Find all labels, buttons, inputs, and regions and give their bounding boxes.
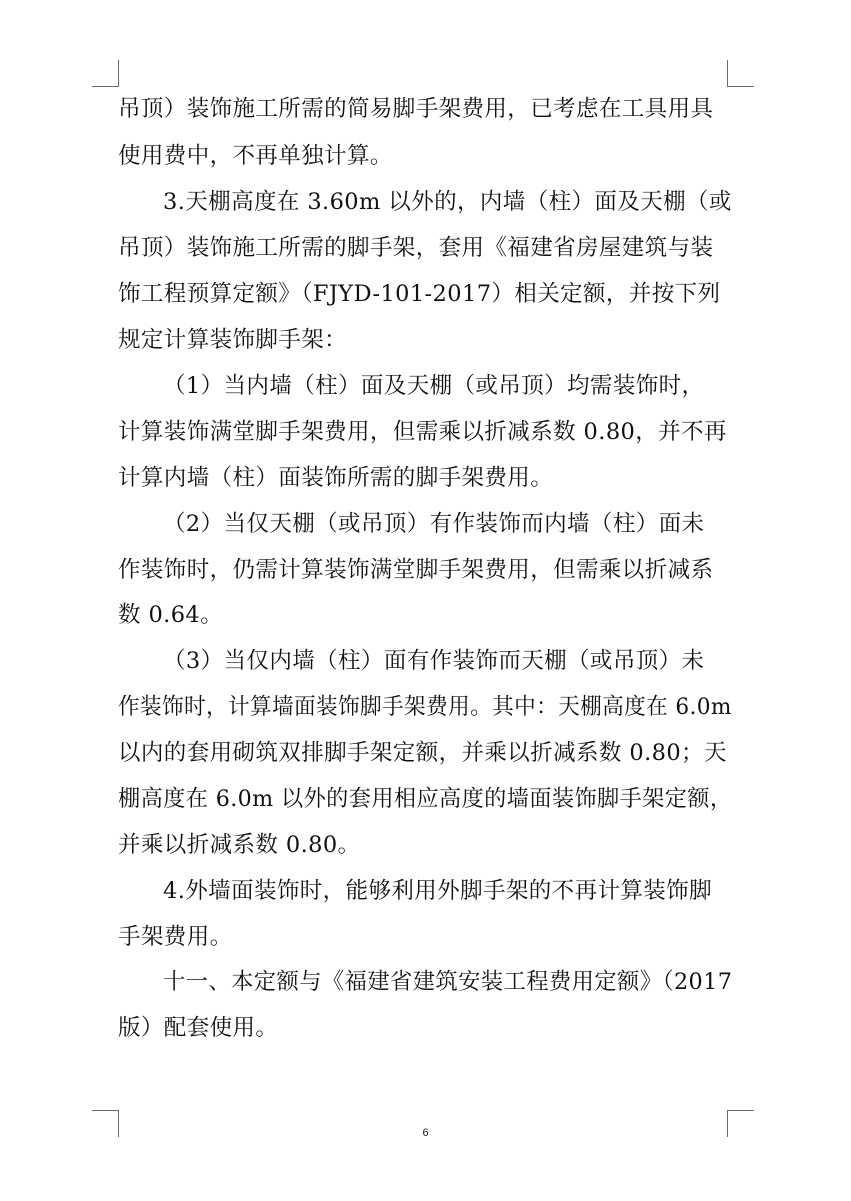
text-line: （3）当仅内墙（柱）面有作装饰而天棚（或吊顶）未 [163, 648, 705, 674]
text-line: 吊顶）装饰施工所需的简易脚手架费用，已考虑在工具用具 [118, 96, 714, 122]
text-line: 以内的套用砌筑双排脚手架定额，并乘以折减系数 0.80；天 [118, 740, 727, 766]
text-line: 版）配套使用。 [118, 1015, 279, 1041]
crop-mark-top-right-h [727, 86, 754, 87]
text-line: 手架费用。 [118, 924, 233, 950]
crop-mark-bottom-left-h [92, 1110, 119, 1111]
text-line: 作装饰时，计算墙面装饰脚手架费用。其中：天棚高度在 6.0m [118, 694, 732, 720]
text-line: 规定计算装饰脚手架： [118, 327, 348, 353]
crop-mark-top-left-h [92, 86, 119, 87]
text-line: 数 0.64。 [118, 602, 224, 628]
text-line: 作装饰时，仍需计算装饰满堂脚手架费用，但需乘以折减系 [118, 557, 714, 583]
text-line: 棚高度在 6.0m 以外的套用相应高度的墙面装饰脚手架定额， [118, 786, 733, 812]
page-number: 6 [422, 1127, 429, 1139]
text-line: 使用费中，不再单独计算。 [118, 143, 393, 169]
text-line: 计算内墙（柱）面装饰所需的脚手架费用。 [118, 465, 554, 491]
text-line: 吊顶）装饰施工所需的脚手架，套用《福建省房屋建筑与装 [118, 235, 714, 261]
text-line: （2）当仅天棚（或吊顶）有作装饰而内墙（柱）面未 [163, 511, 705, 537]
text-line: 计算装饰满堂脚手架费用，但需乘以折减系数 0.80，并不再 [118, 419, 727, 445]
text-line: 3.天棚高度在 3.60m 以外的，内墙（柱）面及天棚（或 [163, 189, 732, 215]
text-line: 饰工程预算定额》（FJYD-101-2017）相关定额，并按下列 [118, 281, 721, 307]
crop-mark-top-right-v [727, 60, 728, 87]
text-line: 十一、本定额与《福建省建筑安装工程费用定额》（2017 [163, 969, 733, 995]
text-line: （1）当内墙（柱）面及天棚（或吊顶）均需装饰时， [163, 373, 705, 399]
text-line: 4.外墙面装饰时，能够利用外脚手架的不再计算装饰脚 [163, 878, 712, 904]
crop-mark-bottom-right-h [727, 1110, 754, 1111]
text-line: 并乘以折减系数 0.80。 [118, 832, 361, 858]
crop-mark-top-left-v [118, 60, 119, 87]
